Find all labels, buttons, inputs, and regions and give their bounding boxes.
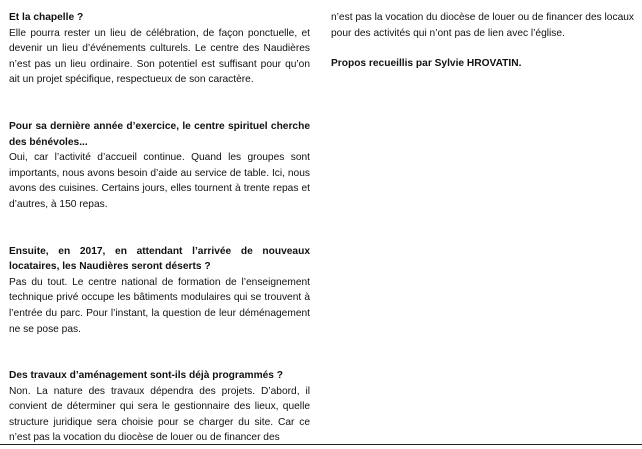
qa-block-deserts: [9, 244, 310, 338]
left-column: [9, 10, 310, 446]
qa-block-travaux: [9, 368, 310, 446]
question-heading: Et la chapelle ?: [9, 12, 84, 23]
spacer: [9, 337, 310, 368]
qa-block-chapelle: [9, 10, 310, 88]
answer-paragraph: Elle pourra rester un lieu de célébration, de façon ponctuelle, et devenir un lieu d’événements culturels. Le centre des Naudières n’est pas un lieu ordinaire. Son potentiel est suffisant pour qu’on ait un projet spécifique, respectueux de son caractère.: [9, 27, 310, 86]
question-heading: Pour sa dernière année d’exercice, le centre spirituel cherche des bénévoles...: [9, 120, 310, 148]
answer-paragraph: Pas du tout. Le centre national de formation de l’enseignement technique privé occupe les bâtiments modulaires qui se trouvent à l’entrée du parc. Pour l’instant, la question de leur déménagement ne se pose pas.: [9, 276, 310, 335]
question-heading: Ensuite, en 2017, en attendant l’arrivée de nouveaux locataires, les Naudières seront déserts ?: [9, 245, 310, 273]
spacer: [9, 213, 310, 244]
question-heading: Des travaux d’aménagement sont-ils déjà programmés ?: [9, 370, 284, 382]
qa-block-benevoles: [9, 119, 310, 213]
bottom-divider: [0, 444, 642, 445]
right-column: [331, 10, 634, 72]
spacer: [331, 41, 634, 56]
continuation-paragraph: n’est pas la vocation du diocèse de louer ou de financer des locaux pour des activités qui n’ont pas de lien avec l’église.: [331, 12, 634, 39]
answer-paragraph: Non. La nature des travaux dépendra des projets. D’abord, il convient de déterminer qui sera le gestionnaire des lieux, quelle structure juridique sera choisie pour se charger du site. Car ce n’est pas la vocation du diocèse de louer ou de financer des: [9, 385, 310, 444]
answer-paragraph: Oui, car l’activité d’accueil continue. Quand les groupes sont importants, nous avons besoin d’aide au service de table. Ici, nous avons des cuisines. Certains jours, elles tournent à trente repas et d’autres, à 150 repas.: [9, 152, 310, 210]
spacer: [9, 88, 310, 119]
author-signature: Propos recueillis par Sylvie HROVATIN.: [331, 58, 522, 70]
